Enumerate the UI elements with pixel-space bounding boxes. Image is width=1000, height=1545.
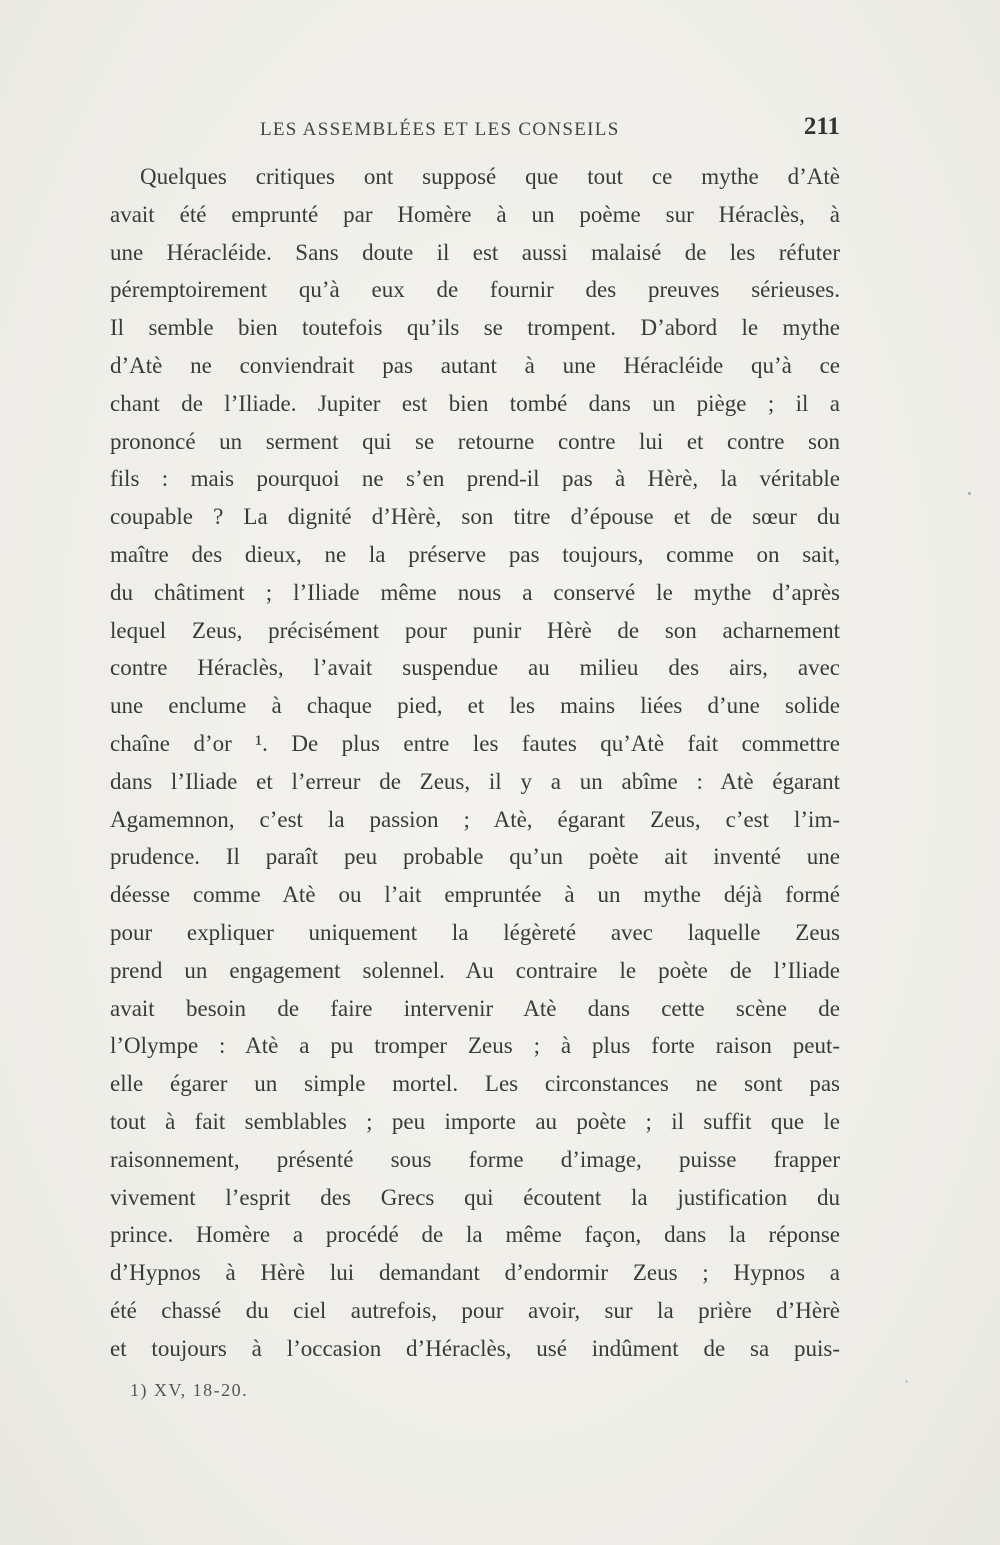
text-line: avait besoin de faire intervenir Atè dans cette scène de [110, 995, 840, 1021]
text-line: lequel Zeus, précisément pour punir Hèrè de son acharnement [110, 617, 840, 643]
body-text [110, 158, 840, 1368]
text-line: Agamemnon, c’est la passion ; Atè, égarant Zeus, c’est l’im- [110, 806, 840, 832]
text-line: et toujours à l’occasion d’Héraclès, usé indûment de sa puis- [110, 1335, 840, 1361]
text-line: prononcé un serment qui se retourne contre lui et contre son [110, 428, 840, 454]
text-line: pour expliquer uniquement la légèreté avec laquelle Zeus [110, 919, 840, 945]
running-title: LES ASSEMBLÉES ET LES CONSEILS [260, 119, 620, 140]
text-line: chaîne d’or ¹. De plus entre les fautes qu’Atè fait commettre [110, 730, 840, 756]
footnote: 1) XV, 18-20. [130, 1380, 249, 1400]
text-line: péremptoirement qu’à eux de fournir des preuves sérieuses. [110, 277, 840, 303]
text-line: d’Hypnos à Hèrè lui demandant d’endormir Zeus ; Hypnos a [110, 1260, 840, 1286]
page-header [110, 115, 840, 149]
text-line: une enclume à chaque pied, et les mains liées d’une solide [110, 693, 840, 719]
text-line: prince. Homère a procédé de la même façon, dans la réponse [110, 1222, 840, 1248]
text-line: avait été emprunté par Homère à un poème sur Héraclès, à [110, 201, 840, 227]
text-line: Quelques critiques ont supposé que tout ce mythe d’Atè [140, 164, 840, 189]
paper-speck [968, 492, 971, 495]
text-line: prend un engagement solennel. Au contraire le poète de l’Iliade [110, 957, 840, 983]
text-line: prudence. Il paraît peu probable qu’un poète ait inventé une [110, 844, 840, 870]
page-number: 211 [803, 113, 840, 140]
text-line: contre Héraclès, l’avait suspendue au milieu des airs, avec [110, 655, 840, 681]
text-line: elle égarer un simple mortel. Les circonstances ne sont pas [110, 1071, 840, 1097]
text-line: une Héracléide. Sans doute il est aussi malaisé de les réfuter [110, 239, 840, 265]
text-line: Il semble bien toutefois qu’ils se trompent. D’abord le mythe [110, 315, 840, 341]
paper-speck [905, 1380, 908, 1383]
text-line: été chassé du ciel autrefois, pour avoir, sur la prière d’Hèrè [110, 1297, 840, 1323]
text-line: fils : mais pourquoi ne s’en prend-il pas à Hèrè, la véritable [110, 466, 840, 492]
text-line: déesse comme Atè ou l’ait empruntée à un mythe déjà formé [110, 882, 840, 908]
text-line: maître des dieux, ne la préserve pas toujours, comme on sait, [110, 541, 840, 567]
text-line: raisonnement, présenté sous forme d’image, puisse frapper [110, 1146, 840, 1172]
text-line: du châtiment ; l’Iliade même nous a conservé le mythe d’après [110, 579, 840, 605]
text-line: chant de l’Iliade. Jupiter est bien tombé dans un piège ; il a [110, 390, 840, 416]
text-line: dans l’Iliade et l’erreur de Zeus, il y a un abîme : Atè égarant [110, 768, 840, 794]
text-line: vivement l’esprit des Grecs qui écoutent la justification du [110, 1184, 840, 1210]
text-line: tout à fait semblables ; peu importe au poète ; il suffit que le [110, 1108, 840, 1134]
text-line: d’Atè ne conviendrait pas autant à une Héracléide qu’à ce [110, 352, 840, 378]
text-line: coupable ? La dignité d’Hèrè, son titre d’épouse et de sœur du [110, 504, 840, 530]
text-line: l’Olympe : Atè a pu tromper Zeus ; à plus forte raison peut- [110, 1033, 840, 1059]
